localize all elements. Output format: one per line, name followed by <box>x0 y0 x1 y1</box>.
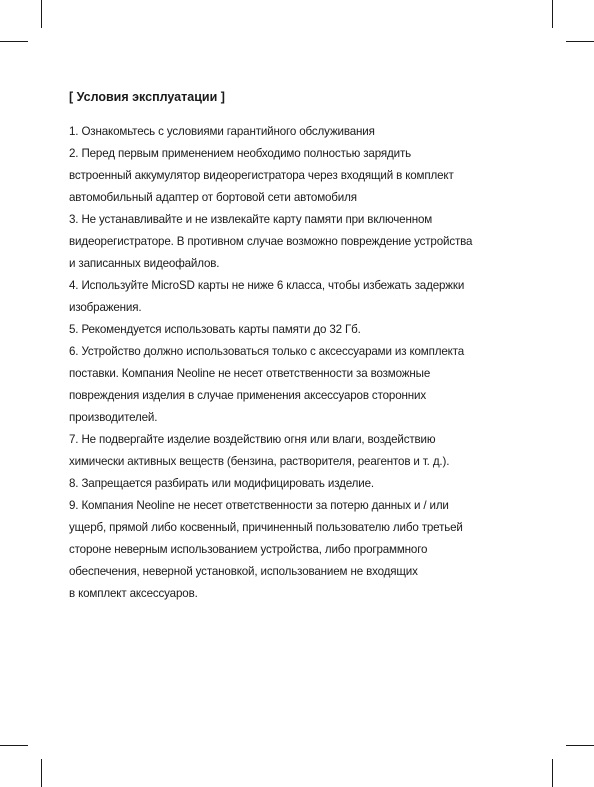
list-item-4: 4. Используйте MicroSD карты не ниже 6 класса, чтобы избежать задержки изображения. <box>69 279 465 314</box>
list-item-3: 3. Не устанавливайте и не извлекайте карту памяти при включенном видеорегистраторе. В противном случае возможно повреждение устройства и записанных видеофайлов. <box>69 213 473 270</box>
list-item-9: 9. Компания Neoline не несет ответственности за потерю данных и / или ущерб, прямой либо косвенный, причиненный пользователю либо третьей стороне неверным использованием устройства, либо программного обеспечения, неверной установкой, использованием не входящих в комплект аксессуаров. <box>69 499 463 600</box>
list-item-1: 1. Ознакомьтесь с условиями гарантийного обслуживания <box>69 125 375 138</box>
crop-mark-bottom-left-horizontal <box>0 745 28 746</box>
crop-mark-top-right-vertical <box>552 0 553 28</box>
crop-mark-top-left-horizontal <box>0 41 28 42</box>
list-item-5: 5. Рекомендуется использовать карты памяти до 32 Гб. <box>69 323 361 336</box>
crop-mark-bottom-right-horizontal <box>566 745 594 746</box>
crop-mark-bottom-left-vertical <box>41 759 42 787</box>
crop-mark-bottom-right-vertical <box>552 759 553 787</box>
document-body <box>69 89 539 605</box>
list-item-8: 8. Запрещается разбирать или модифицировать изделие. <box>69 477 374 490</box>
crop-mark-top-right-horizontal <box>566 41 594 42</box>
crop-mark-top-left-vertical <box>41 0 42 28</box>
list-item-2: 2. Перед первым применением необходимо полностью зарядить встроенный аккумулятор видеорегистратора через входящий в комплект автомобильный адаптер от бортовой сети автомобиля <box>69 147 454 204</box>
section-heading: [ Условия эксплуатации ] <box>69 90 225 104</box>
list-item-6: 6. Устройство должно использоваться только с аксессуарами из комплекта поставки. Компания Neoline не несет ответственности за возможные повреждения изделия в случае применения аксессуаров сторонних производителей. <box>69 345 465 424</box>
list-item-7: 7. Не подвергайте изделие воздействию огня или влаги, воздействию химически активных веществ (бензина, растворителя, реагентов и т. д.). <box>69 433 450 468</box>
